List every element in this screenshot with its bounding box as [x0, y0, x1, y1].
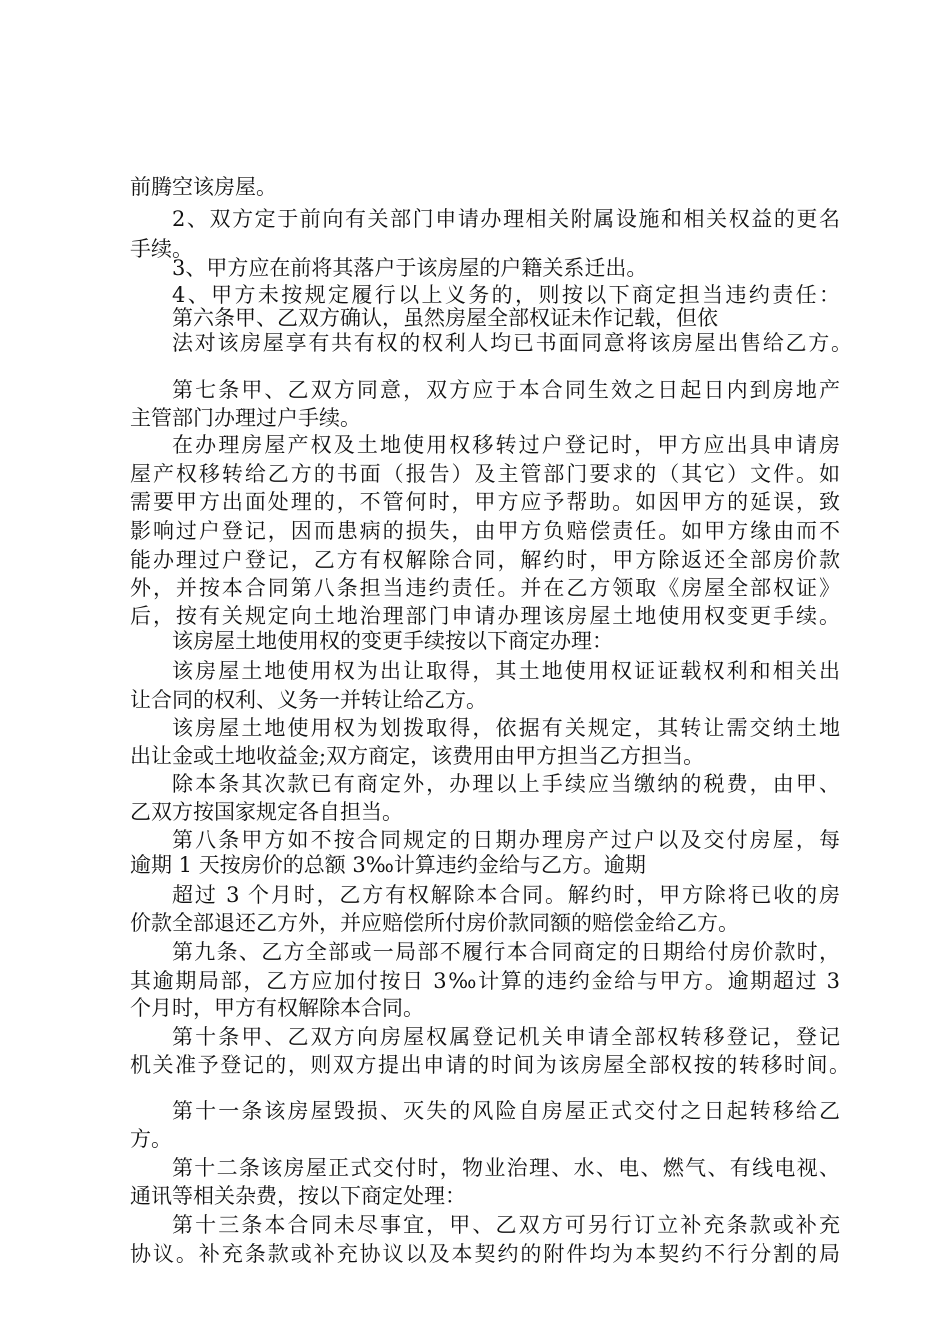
text-line: 外，并按本合同第八条担当违约责任。并在乙方领取《房屋全部权证》	[130, 576, 840, 600]
text-line: 第十二条该房屋正式交付时，物业治理、水、电、燃气、有线电视、	[172, 1156, 840, 1180]
text-line: 能办理过户登记，乙方有权解除合同，解约时，甲方除返还全部房价款	[130, 548, 840, 572]
text-line: 通讯等相关杂费，按以下商定处理：	[130, 1184, 466, 1208]
text-line: 需要甲方出面处理的，不管何时，甲方应予帮助。如因甲方的延误，致	[130, 490, 840, 514]
text-line: 在办理房屋产权及土地使用权移转过户登记时，甲方应出具申请房	[172, 433, 840, 457]
text-line: 第六条甲、乙双方确认，虽然房屋全部权证未作记载，但依	[172, 306, 718, 330]
text-line: 逾期 1 天按房价的总额 3‰计算违约金给与乙方。逾期	[130, 853, 646, 877]
text-line: 方。	[130, 1127, 172, 1151]
text-line: 前腾空该房屋。	[130, 175, 277, 199]
text-line: 个月时，甲方有权解除本合同。	[130, 996, 424, 1020]
text-line: 4、甲方未按规定履行以上义务的，则按以下商定担当违约责任：	[172, 283, 840, 307]
text-line: 除本条其次款已有商定外，办理以上手续应当缴纳的税费，由甲、	[172, 772, 840, 796]
text-line: 第十三条本合同未尽事宜，甲、乙双方可另行订立补充条款或补充	[172, 1213, 840, 1237]
text-line: 乙双方按国家规定各自担当。	[130, 800, 403, 824]
text-line: 第八条甲方如不按合同规定的日期办理房产过户以及交付房屋，每	[172, 828, 840, 852]
text-line: 法对该房屋享有共有权的权利人均已书面同意将该房屋出售给乙方。	[172, 331, 852, 355]
text-line: 该房屋土地使用权的变更手续按以下商定办理：	[172, 629, 613, 653]
text-line: 主管部门办理过户手续。	[130, 406, 361, 430]
text-line: 影响过户登记，因而患病的损失，由甲方负赔偿责任。如甲方缘由而不	[130, 519, 840, 543]
text-line: 让合同的权利、义务一并转让给乙方。	[130, 688, 487, 712]
text-line: 第十一条该房屋毁损、灭失的风险自房屋正式交付之日起转移给乙	[172, 1099, 840, 1123]
text-line: 该房屋土地使用权为出让取得，其土地使用权证证载权利和相关出	[172, 659, 840, 683]
text-line: 第七条甲、乙双方同意，双方应于本合同生效之日起日内到房地产	[172, 378, 840, 402]
text-line: 出让金或土地收益金;双方商定，该费用由甲方担当乙方担当。	[130, 744, 705, 768]
text-line: 屋产权移转给乙方的书面（报告）及主管部门要求的（其它）文件。如	[130, 462, 840, 486]
text-line: 第十条甲、乙双方向房屋权属登记机关申请全部权转移登记，登记	[172, 1025, 840, 1049]
text-line: 协议。补充条款或补充协议以及本契约的附件均为本契约不行分割的局	[130, 1242, 840, 1266]
text-line: 后，按有关规定向土地治理部门申请办理该房屋土地使用权变更手续。	[130, 604, 840, 628]
text-line: 3、甲方应在前将其落户于该房屋的户籍关系迁出。	[172, 256, 648, 280]
text-line: 超过 3 个月时，乙方有权解除本合同。解约时，甲方除将已收的房	[172, 883, 840, 907]
text-line: 价款全部退还乙方外，并应赔偿所付房价款同额的赔偿金给乙方。	[130, 911, 739, 935]
text-line: 手续。	[130, 237, 193, 261]
text-line: 机关准予登记的，则双方提出申请的时间为该房屋全部权按的转移时间。	[130, 1053, 850, 1077]
text-line: 第九条、乙方全部或一局部不履行本合同商定的日期给付房价款时，	[172, 940, 840, 964]
text-line: 2、双方定于前向有关部门申请办理相关附属设施和相关权益的更名	[172, 207, 840, 231]
text-line: 该房屋土地使用权为划拨取得，依据有关规定，其转让需交纳土地	[172, 716, 840, 740]
text-line: 其逾期局部，乙方应加付按日 3‰计算的违约金给与甲方。逾期超过 3	[130, 969, 840, 993]
